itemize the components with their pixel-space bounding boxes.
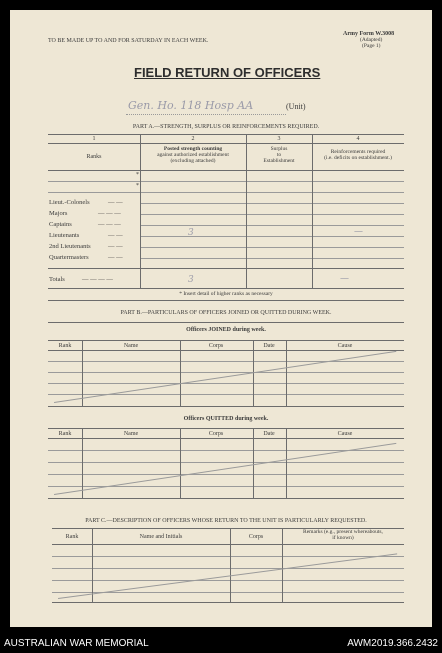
rank-label: Lieut.-Colonels <box>49 199 90 206</box>
asterisk-1: * <box>136 172 139 178</box>
col-header-reinf-1: Reinforcements required <box>330 149 386 155</box>
col-number-2: 2 <box>191 136 195 142</box>
totals-posted-value: 3 <box>188 275 194 285</box>
col-header-reinf-2: (i.e. deficits on establishment.) <box>324 155 392 161</box>
part-c-title: PART C.—DESCRIPTION OF OFFICERS WHOSE RETURN TO THE UNIT IS PARTICULARLY REQUESTED. <box>85 518 367 524</box>
quitted-col-rank: Rank <box>58 431 72 437</box>
rank-label: Captains <box>49 221 72 228</box>
part-a-title: PART A.—STRENGTH, SURPLUS OR REINFORCEMENTS REQUIRED. <box>132 124 320 130</box>
totals-dashes: — — — — <box>82 276 113 283</box>
header-instruction: TO BE MADE UP TO AND FOR SATURDAY IN EACH WEEK. <box>48 38 209 44</box>
col-header-posted-1: Posted strength counting <box>163 146 223 152</box>
rank-label: Majors <box>49 210 68 217</box>
quitted-col-date: Date <box>263 431 275 437</box>
rank-dashes: — — — <box>98 221 121 228</box>
joined-col-rank: Rank <box>58 343 72 349</box>
rank-label: 2nd Lieutenants <box>49 243 91 250</box>
col-header-surplus-2: to <box>276 152 282 158</box>
quitted-col-corps: Corps <box>208 431 224 437</box>
rank-dashes: — — <box>108 232 123 239</box>
captains-posted-value: 3 <box>188 228 194 238</box>
col-header-posted-3: (excluding attached) <box>170 158 216 164</box>
form-number: Army Form W.3008 <box>343 31 395 37</box>
asterisk-2: * <box>136 183 139 189</box>
col-header-surplus-3: Establishment <box>263 158 295 164</box>
joined-col-name: Name <box>123 343 139 349</box>
quitted-col-name: Name <box>123 431 139 437</box>
rank-label: Lieutenants <box>49 232 80 239</box>
joined-title: Officers JOINED during week. <box>186 327 266 333</box>
col-header-ranks: Ranks <box>86 154 102 160</box>
unit-label: (Unit) <box>286 102 306 111</box>
form-adapted: (Adapted) <box>360 37 383 43</box>
quitted-title: Officers QUITTED during week. <box>183 416 269 422</box>
footer-right: AWM2019.366.2432 <box>347 638 438 649</box>
col-number-3: 3 <box>277 136 281 142</box>
unit-line <box>126 114 286 115</box>
form-page: (Page 1) <box>362 43 381 49</box>
totals-reinf-value: — <box>340 274 349 284</box>
part-b-title: PART B.—PARTICULARS OF OFFICERS JOINED OR QUITTED DURING WEEK. <box>120 310 332 316</box>
rank-dashes: — — — <box>98 210 121 217</box>
rank-label: Quartermasters <box>49 254 89 261</box>
rank-dashes: — — <box>108 254 123 261</box>
part-c-col-rank: Rank <box>65 534 79 540</box>
joined-col-cause: Cause <box>337 343 353 349</box>
joined-col-corps: Corps <box>208 343 224 349</box>
archive-footer <box>0 635 442 653</box>
col-number-4: 4 <box>356 136 360 142</box>
document-page <box>10 10 432 627</box>
rank-dashes: — — <box>108 243 123 250</box>
captains-reinf-value: — <box>354 227 363 237</box>
part-a-note: * Insert detail of higher ranks as necessary <box>179 291 273 297</box>
footer-left: AUSTRALIAN WAR MEMORIAL <box>4 638 149 649</box>
col-header-surplus-1: Surplus <box>270 146 288 152</box>
totals-label: Totals <box>49 276 65 283</box>
part-c-col-name: Name and Initials <box>139 534 183 540</box>
joined-col-date: Date <box>263 343 275 349</box>
rank-dashes: — — <box>108 199 123 206</box>
page-title: FIELD RETURN OF OFFICERS <box>134 65 321 80</box>
quitted-col-cause: Cause <box>337 431 353 437</box>
col-number-1: 1 <box>92 136 96 142</box>
unit-handwritten: Gen. Ho. 118 Hosp AA <box>128 99 254 112</box>
part-c-col-remarks-2: if known) <box>332 535 354 541</box>
part-c-col-remarks-1: Remarks (e.g., present whereabouts, <box>303 529 383 535</box>
part-c-col-corps: Corps <box>248 534 264 540</box>
col-header-posted-2: against authorized establishment <box>157 152 229 158</box>
